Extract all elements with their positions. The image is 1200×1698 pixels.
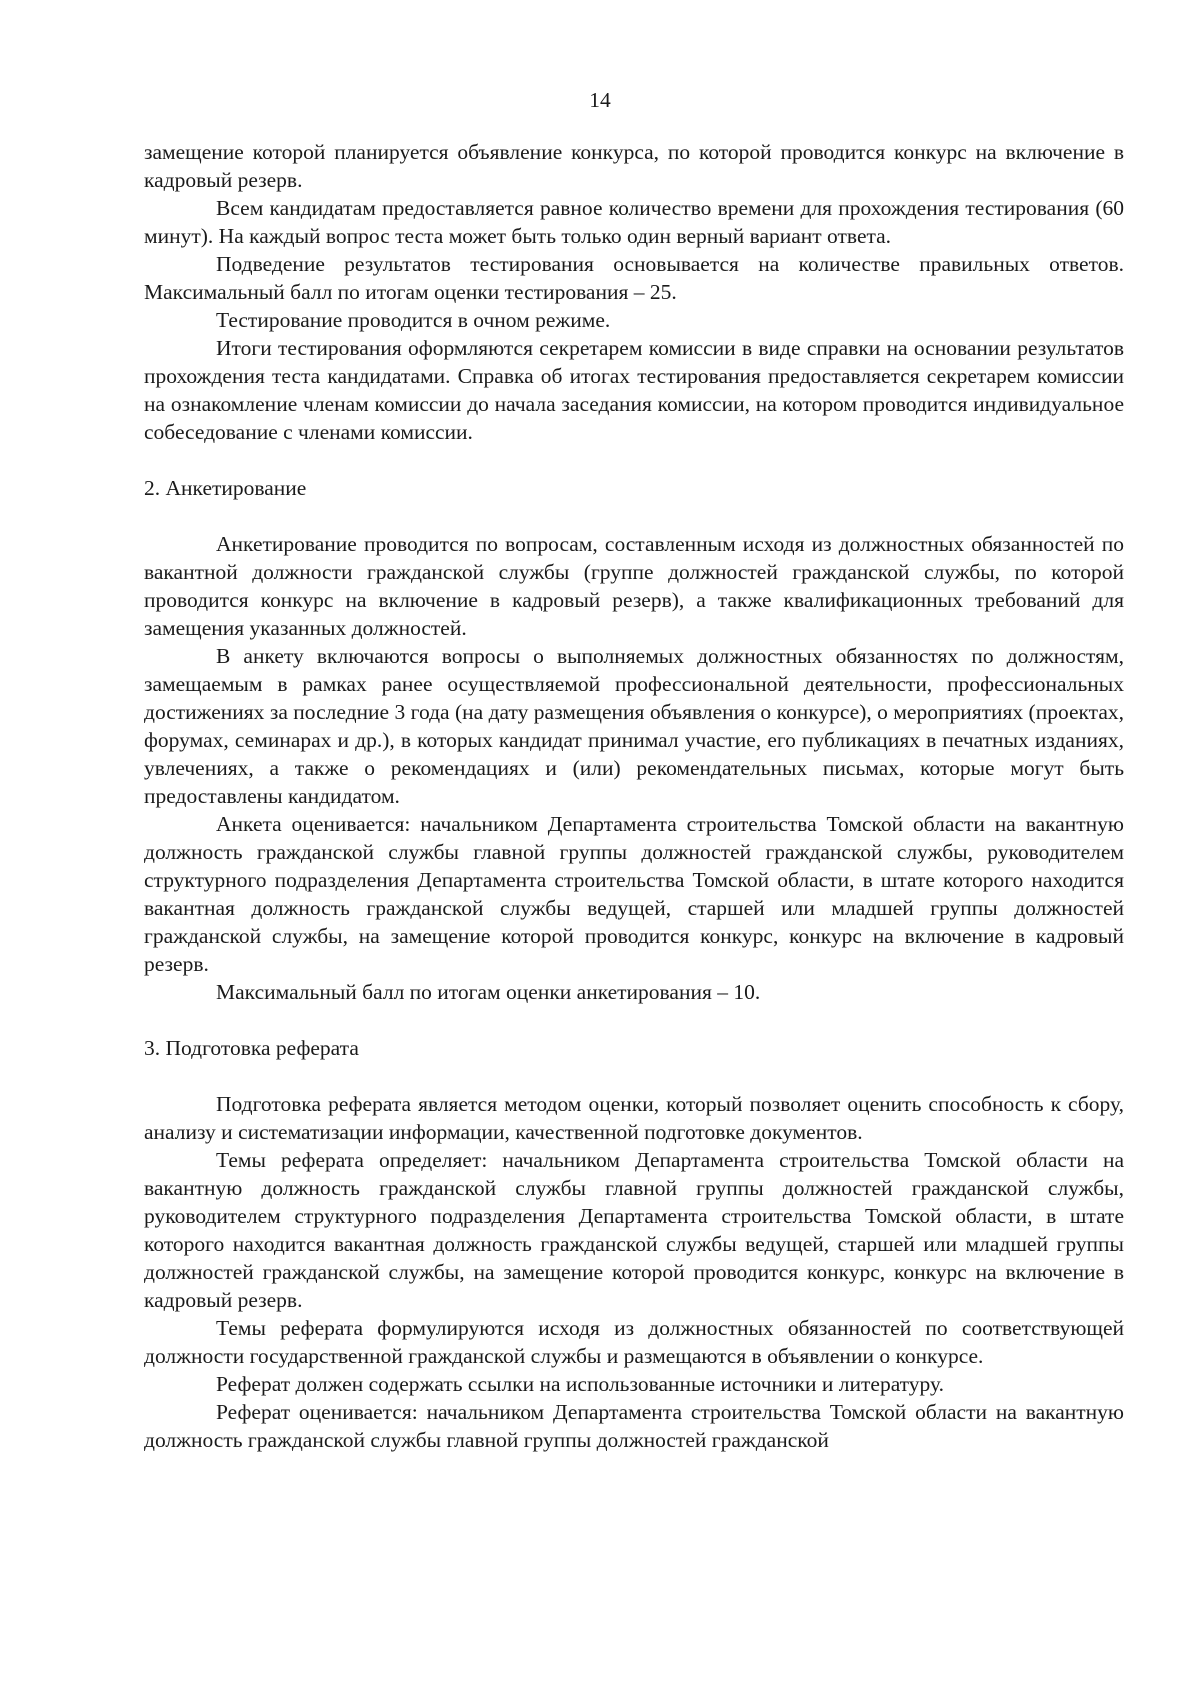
intro-paragraph-4: Тестирование проводится в очном режиме. [216,308,611,332]
intro-paragraph-1: замещение которой планируется объявление конкурса, по которой проводится конкурс на включение в кадровый резерв. [144,140,1124,192]
section-3-paragraph-3: Темы реферата формулируются исходя из должностных обязанностей по соответствующей должности государственной гражданской службы и размещаются в объявлении о конкурсе. [144,1316,1124,1368]
page-number: 14 [589,88,611,112]
section-3-paragraph-4: Реферат должен содержать ссылки на использованные источники и литературу. [216,1372,944,1396]
intro-paragraph-5: Итоги тестирования оформляются секретарем комиссии в виде справки на основании результатов прохождения теста кандидатами. Справка об итогах тестирования предоставляется секретарем комиссии на ознакомление членам комиссии до начала заседания комиссии, на котором проводится индивидуальное собеседование с членами комиссии. [144,336,1124,444]
section-2-heading: 2. Анкетирование [144,476,307,500]
section-2-paragraph-2: В анкету включаются вопросы о выполняемых должностных обязанностях по должностям, замещаемым в рамках ранее осуществляемой профессиональной деятельности, профессиональных достижениях за последние 3 года (на дату размещения объявления о конкурсе), о мероприятиях (проектах, форумах, семинарах и др.), в которых кандидат принимал участие, его публикациях в печатных изданиях, увлечениях, а также о рекомендациях и (или) рекомендательных письмах, которые могут быть предоставлены кандидатом. [144,644,1124,808]
intro-paragraph-3: Подведение результатов тестирования основывается на количестве правильных ответов. Максимальный балл по итогам оценки тестирования – 25. [144,252,1124,304]
intro-paragraph-2: Всем кандидатам предоставляется равное количество времени для прохождения тестирования (60 минут). На каждый вопрос теста может быть только один верный вариант ответа. [144,196,1124,248]
section-2-paragraph-4: Максимальный балл по итогам оценки анкетирования – 10. [216,980,761,1004]
spacer [144,502,1124,530]
spacer [144,446,1124,474]
spacer [144,1006,1124,1034]
section-3-paragraph-5: Реферат оценивается: начальником Департамента строительства Томской области на вакантную должность гражданской службы главной группы должностей гражданской [144,1400,1124,1452]
spacer [144,1062,1124,1090]
section-2-paragraph-1: Анкетирование проводится по вопросам, составленным исходя из должностных обязанностей по вакантной должности гражданской службы (группе должностей гражданской службы, по которой проводится конкурс на включение в кадровый резерв), а также квалификационных требований для замещения указанных должностей. [144,532,1124,640]
section-3-paragraph-2: Темы реферата определяет: начальником Департамента строительства Томской области на вакантную должность гражданской службы главной группы должностей гражданской службы, руководителем структурного подразделения Департамента строительства Томской области, в штате которого находится вакантная должность гражданской службы ведущей, старшей или младшей группы должностей гражданской службы, на замещение которой проводится конкурс, конкурс на включение в кадровый резерв. [144,1148,1124,1312]
section-3-heading: 3. Подготовка реферата [144,1036,359,1060]
section-2-paragraph-3: Анкета оценивается: начальником Департамента строительства Томской области на вакантную должность гражданской службы главной группы должностей гражданской службы, руководителем структурного подразделения Департамента строительства Томской области, в штате которого находится вакантная должность гражданской службы ведущей, старшей или младшей группы должностей гражданской службы, на замещение которой проводится конкурс, конкурс на включение в кадровый резерв. [144,812,1124,976]
section-3-paragraph-1: Подготовка реферата является методом оценки, который позволяет оценить способность к сбору, анализу и систематизации информации, качественной подготовке документов. [144,1092,1124,1144]
document-body [144,138,1124,1454]
